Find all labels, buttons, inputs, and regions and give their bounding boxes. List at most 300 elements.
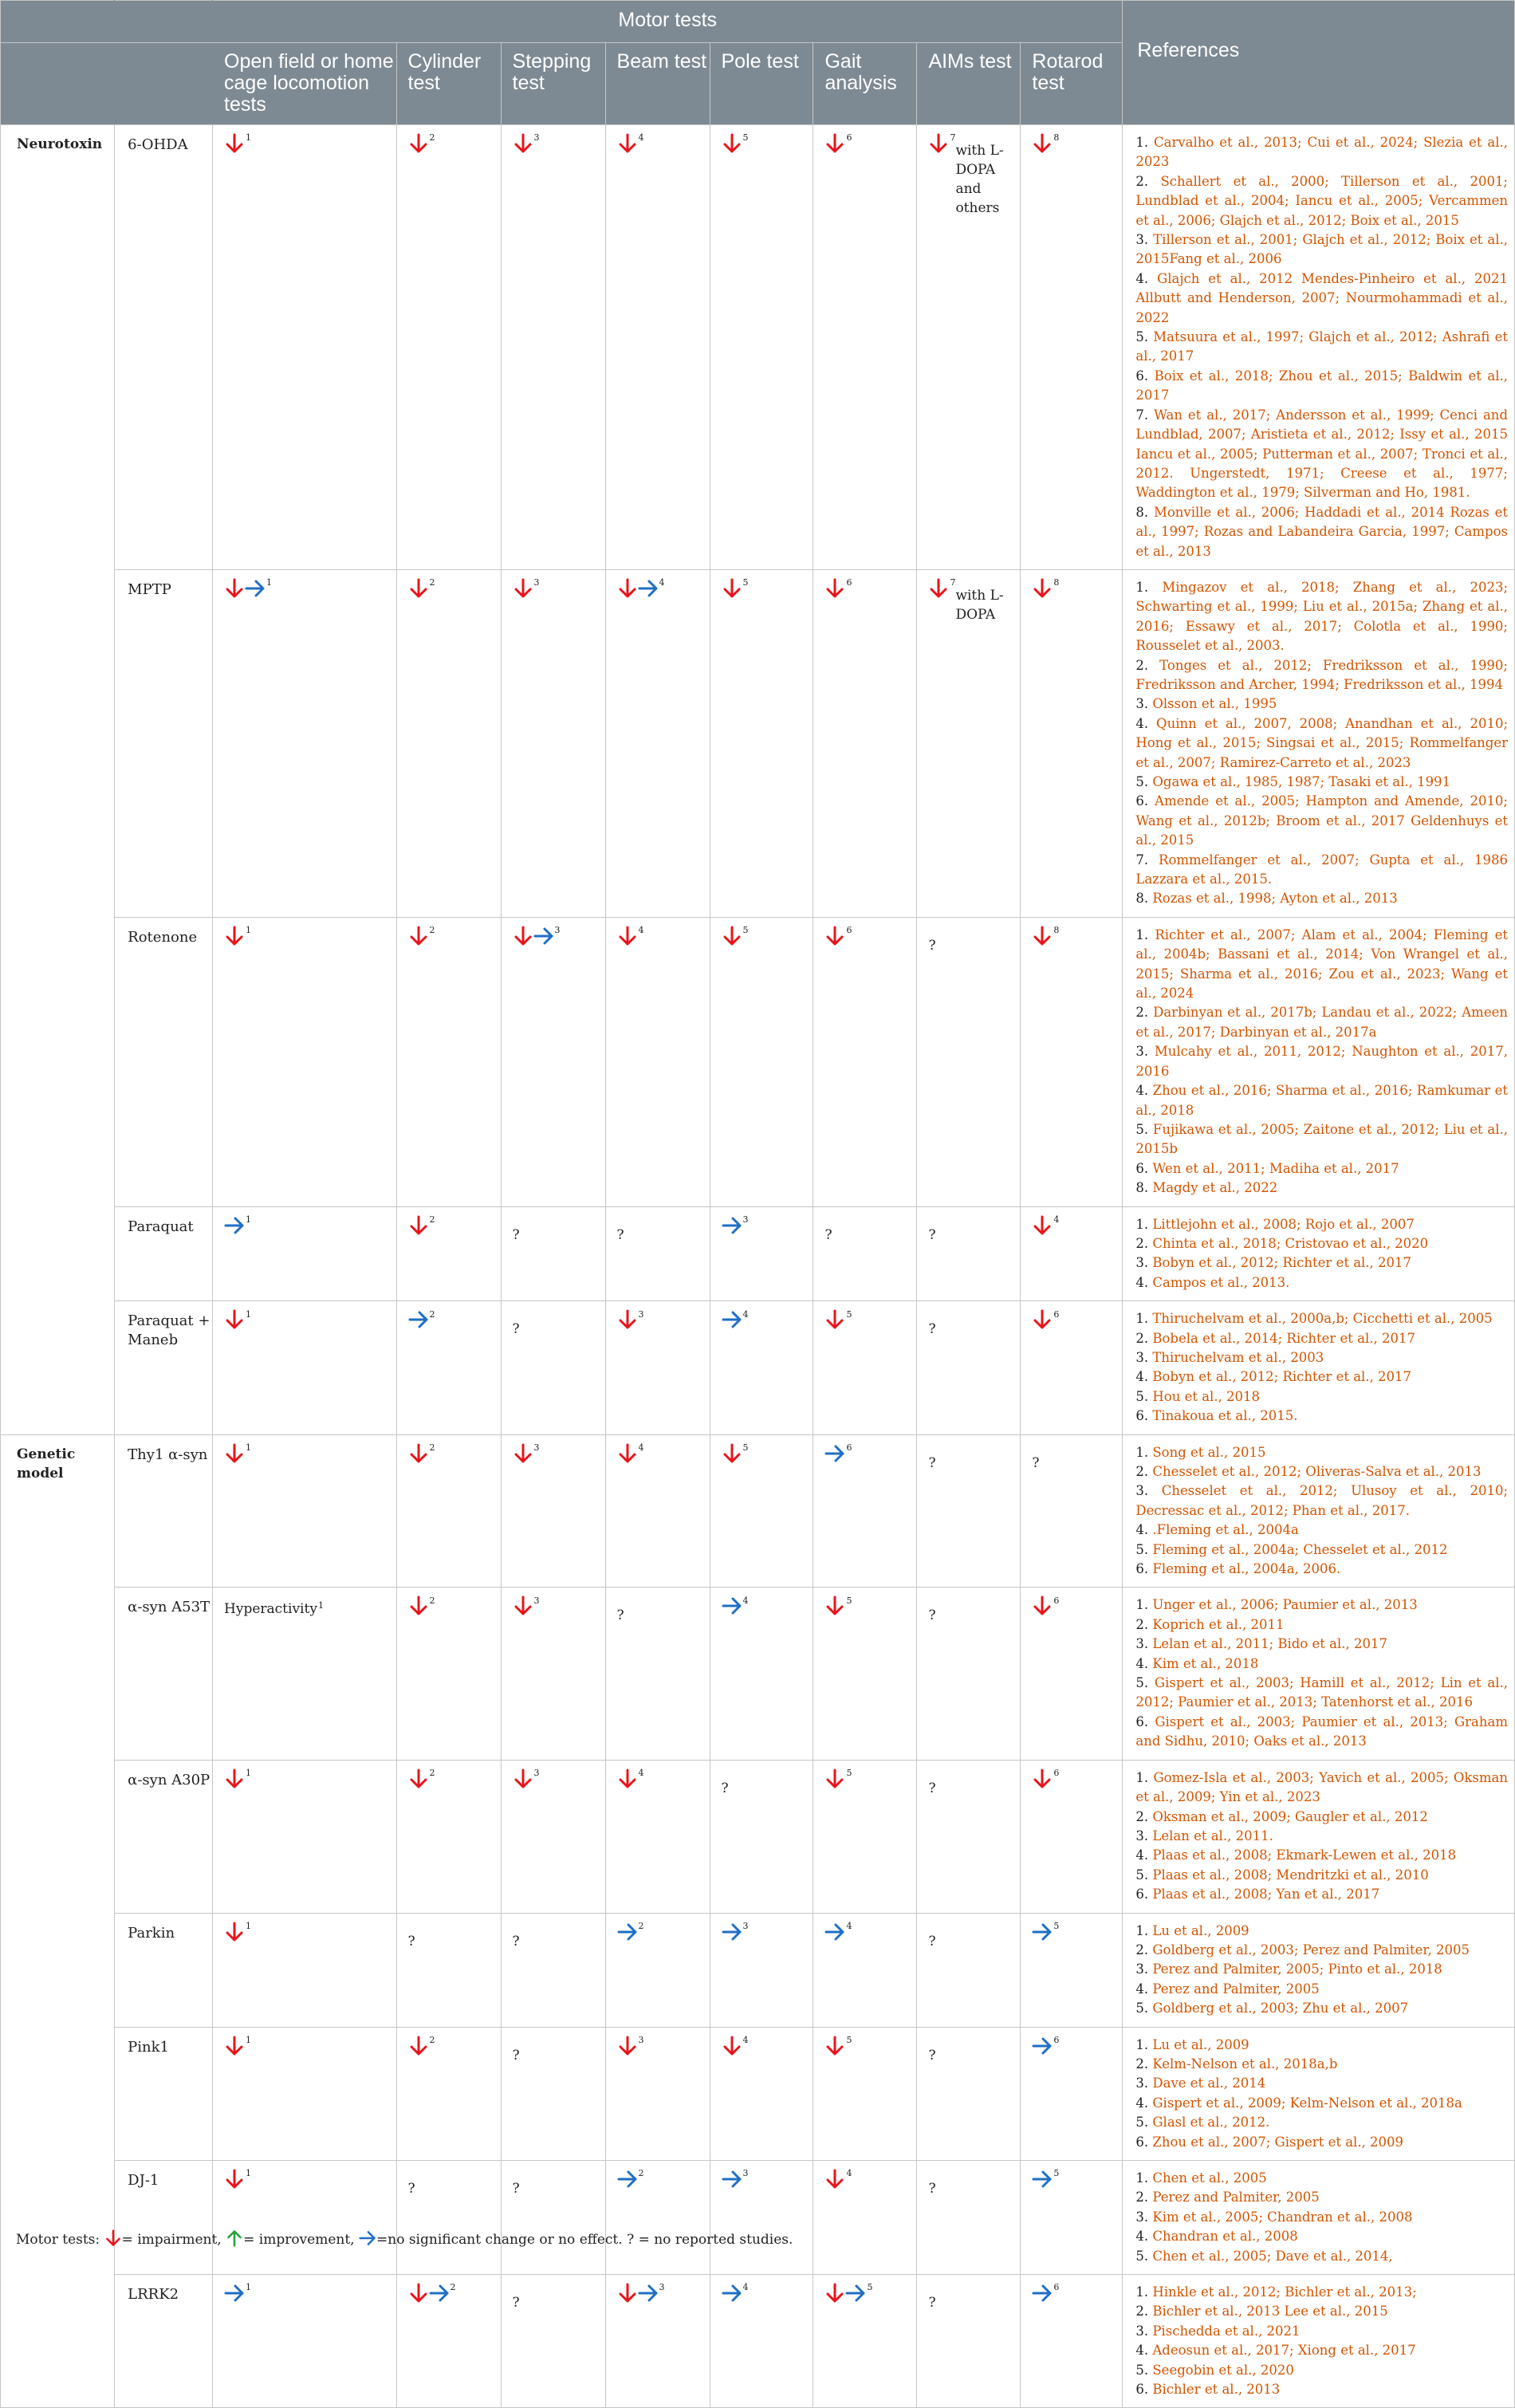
- result-cell: [605, 2275, 710, 2408]
- result-cell: [396, 917, 501, 1206]
- reference-link[interactable]: Perez and Palmiter, 2005: [1152, 2190, 1320, 2205]
- reference-link[interactable]: Pischedda et al., 2021: [1152, 2323, 1301, 2339]
- reference-link[interactable]: Zhou et al., 2016; Sharma et al., 2016; Ramkumar et al., 2018: [1135, 1083, 1508, 1118]
- impairment-arrow-icon: [617, 1769, 638, 1795]
- reference-number: 3.: [1135, 1636, 1149, 1652]
- impairment-arrow-icon: [513, 133, 533, 159]
- result-cell: [917, 1913, 1021, 2027]
- reference-number: 4.: [1135, 1847, 1149, 1863]
- no-data-marker: ?: [824, 1226, 832, 1243]
- reference-number: 5.: [1135, 1541, 1149, 1557]
- no-data-marker: ?: [928, 1321, 936, 1338]
- reference-entry: [1135, 1443, 1508, 1462]
- footnote-number: 7: [950, 132, 956, 144]
- impairment-arrow-icon: [224, 1922, 245, 1948]
- impairment-arrow-icon: [513, 926, 533, 952]
- reference-number: 6.: [1135, 1561, 1149, 1577]
- model-name: Parkin: [115, 1913, 213, 2027]
- no-change-arrow-icon: [845, 2283, 866, 2309]
- result-cell: [396, 1301, 501, 1434]
- reference-link[interactable]: Glasl et al., 2012.: [1152, 2115, 1270, 2131]
- result-cell: [710, 1301, 813, 1434]
- no-data-marker: ?: [616, 1226, 624, 1243]
- reference-link[interactable]: Rommelfanger et al., 2007; Gupta et al., 1986 Lazzara et al., 2015.: [1135, 852, 1508, 887]
- reference-link[interactable]: Littlejohn et al., 2008; Rojo et al., 2007: [1152, 1216, 1415, 1232]
- reference-link[interactable]: Amende et al., 2005; Hampton and Amende, 2010; Wang et al., 2012b; Broom et al., 2017 Geldenhuys et al., 2015: [1135, 793, 1508, 848]
- result-cell: [710, 125, 813, 570]
- result-cell: [710, 1206, 813, 1301]
- reference-link[interactable]: Goldberg et al., 2003; Perez and Palmiter, 2005: [1152, 1942, 1470, 1957]
- table-row: [1, 569, 1515, 917]
- reference-number: 3.: [1135, 696, 1149, 712]
- reference-entry: [1135, 133, 1508, 172]
- reference-link[interactable]: .Fleming et al., 2004a: [1152, 1522, 1299, 1538]
- result-cell: [813, 917, 917, 1206]
- reference-link[interactable]: Mulcahy et al., 2011, 2012; Naughton et al., 2017, 2016: [1135, 1044, 1508, 1079]
- reference-link[interactable]: Tinakoua et al., 2015.: [1152, 1408, 1298, 1424]
- reference-number: 1.: [1135, 1311, 1149, 1327]
- footnote-number: 3: [533, 1595, 540, 1606]
- reference-link[interactable]: Bobyn et al., 2012; Richter et al., 2017: [1152, 1369, 1412, 1385]
- references-cell: [1123, 2027, 1515, 2160]
- reference-link[interactable]: Chandran et al., 2008: [1152, 2229, 1298, 2245]
- column-header: Stepping test: [501, 43, 605, 125]
- footnote-number: 1: [246, 2282, 252, 2293]
- reference-number: 6.: [1135, 793, 1149, 809]
- reference-entry: [1135, 2341, 1508, 2360]
- reference-entry: [1135, 2322, 1508, 2341]
- result-cell: [1021, 1588, 1123, 1760]
- reference-entry: [1135, 889, 1508, 908]
- footnote-number: 4: [846, 1920, 852, 1931]
- footnote-number: 1: [246, 1768, 252, 1779]
- result-cell: [605, 2161, 710, 2275]
- result-cell: [501, 917, 605, 1206]
- result-cell: [213, 2161, 397, 2275]
- reference-number: 2.: [1135, 2190, 1149, 2205]
- result-cell: [605, 569, 710, 917]
- result-cell: [1021, 569, 1123, 917]
- no-change-arrow-icon: [408, 1309, 429, 1336]
- reference-link[interactable]: Dave et al., 2014: [1152, 2076, 1266, 2091]
- reference-link[interactable]: Seegobin et al., 2020: [1152, 2362, 1294, 2378]
- reference-link[interactable]: Kim et al., 2018: [1152, 1655, 1259, 1671]
- reference-link[interactable]: Gispert et al., 2003; Hamill et al., 2012; Lin et al., 2012; Paumier et al., 2013; Tatenhorst et al., 2016: [1135, 1675, 1509, 1710]
- reference-number: 1.: [1135, 927, 1149, 942]
- impairment-arrow-icon: [928, 133, 949, 159]
- motor-tests-group-header: Motor tests: [213, 1, 1123, 43]
- reference-entry: [1135, 1846, 1508, 1865]
- impairment-arrow-icon: [104, 2229, 122, 2251]
- reference-number: 8.: [1135, 1180, 1149, 1196]
- legend-impairment: = impairment,: [121, 2232, 222, 2248]
- reference-number: 1.: [1135, 579, 1149, 595]
- footnote-number: 4: [846, 2168, 852, 2179]
- no-data-marker: ?: [1032, 1454, 1040, 1471]
- reference-link[interactable]: Perez and Palmiter, 2005: [1152, 1981, 1320, 1997]
- reference-number: 1.: [1135, 135, 1149, 150]
- impairment-arrow-icon: [408, 926, 429, 952]
- reference-entry: [1135, 1003, 1508, 1042]
- reference-entry: [1135, 656, 1508, 695]
- reference-link[interactable]: Tonges et al., 2012; Fredriksson et al., 1990; Fredriksson and Archer, 1994; Fredriksson et al., 1994: [1135, 657, 1508, 692]
- no-change-arrow-icon: [1032, 2169, 1053, 2195]
- footnote-number: 8: [1053, 132, 1060, 144]
- reference-link[interactable]: Thiruchelvam et al., 2000a,b; Cicchetti et al., 2005: [1152, 1311, 1493, 1327]
- impairment-arrow-icon: [408, 1595, 429, 1622]
- reference-link[interactable]: Song et al., 2015: [1152, 1444, 1266, 1460]
- result-cell: [501, 1913, 605, 2027]
- references-cell: [1123, 1760, 1515, 1913]
- reference-number: 3.: [1135, 2209, 1149, 2225]
- reference-link[interactable]: Campos et al., 2013.: [1152, 1274, 1290, 1290]
- result-cell: [813, 2275, 917, 2408]
- reference-link[interactable]: Richter et al., 2007; Alam et al., 2004; Fleming et al., 2004b; Bassani et al., 2014; Von Wrangel et al., 2015; Sharma et al., 2016; Zou et al., 2023; Wang et al., 2024: [1135, 927, 1509, 1001]
- result-cell: [501, 1301, 605, 1434]
- result-cell: [396, 1206, 501, 1301]
- footnote-number: 6: [1053, 2282, 1060, 2293]
- result-cell: [813, 1206, 917, 1301]
- reference-number: 5.: [1135, 2362, 1149, 2378]
- reference-link[interactable]: Chesselet et al., 2012; Oliveras-Salva et al., 2013: [1152, 1464, 1482, 1479]
- result-cell: [605, 1588, 710, 1760]
- reference-link[interactable]: Ogawa et al., 1985, 1987; Tasaki et al., 1991: [1152, 774, 1451, 789]
- impairment-arrow-icon: [617, 1443, 638, 1470]
- reference-link[interactable]: Bobyn et al., 2012; Richter et al., 2017: [1152, 1255, 1412, 1271]
- reference-link[interactable]: Chesselet et al., 2012; Ulusoy et al., 2010; Decressac et al., 2012; Phan et al., 2017.: [1135, 1483, 1508, 1518]
- result-cell: [813, 1588, 917, 1760]
- result-cell: [501, 1588, 605, 1760]
- result-cell: [1021, 1760, 1123, 1913]
- model-name: Rotenone: [115, 917, 213, 1206]
- reference-link[interactable]: Wen et al., 2011; Madiha et al., 2017: [1152, 1160, 1399, 1176]
- footnote-number: 5: [1053, 2168, 1060, 2179]
- result-cell: [1021, 2161, 1123, 2275]
- footnote-number: 4: [742, 1308, 749, 1320]
- reference-link[interactable]: Rozas et al., 1998; Ayton et al., 2013: [1152, 891, 1398, 907]
- reference-link[interactable]: Chinta et al., 2018; Cristovao et al., 2020: [1152, 1235, 1429, 1251]
- no-change-arrow-icon: [533, 926, 554, 952]
- reference-number: 7.: [1135, 407, 1149, 423]
- result-cell: [710, 917, 813, 1206]
- result-cell: [213, 1913, 397, 2027]
- footnote-number: 6: [1053, 1768, 1060, 1779]
- reference-entry: [1135, 1540, 1508, 1560]
- reference-entry: [1135, 1960, 1508, 1979]
- reference-link[interactable]: Zhou et al., 2007; Gispert et al., 2009: [1152, 2134, 1404, 2150]
- column-header: Rotarod test: [1021, 43, 1123, 125]
- reference-link[interactable]: Bichler et al., 2013: [1152, 2382, 1281, 2398]
- impairment-arrow-icon: [824, 926, 845, 952]
- no-data-marker: ?: [928, 1226, 936, 1243]
- reference-number: 3.: [1135, 1483, 1149, 1499]
- reference-link[interactable]: Lu et al., 2009: [1152, 2036, 1249, 2052]
- no-data-marker: ?: [407, 1933, 415, 1950]
- impairment-arrow-icon: [824, 1769, 845, 1795]
- footnote-number: 2: [429, 1442, 435, 1453]
- reference-link[interactable]: Magdy et al., 2022: [1152, 1180, 1278, 1196]
- no-data-marker: ?: [512, 1321, 520, 1338]
- table-row: [1, 1206, 1515, 1301]
- reference-entry: [1135, 1595, 1508, 1615]
- result-cell: [396, 569, 501, 917]
- reference-link[interactable]: Lelan et al., 2011; Bido et al., 2017: [1152, 1636, 1387, 1652]
- table-row: [1, 1760, 1515, 1913]
- reference-link[interactable]: Glajch et al., 2012 Mendes-Pinheiro et al., 2021 Allbutt and Henderson, 2007; Nourmohammadi et al., 2022: [1135, 270, 1508, 325]
- reference-entry: [1135, 1560, 1508, 1579]
- no-data-marker: ?: [928, 2181, 936, 2197]
- reference-entry: [1135, 2302, 1508, 2321]
- result-note: with L-DOPA: [955, 587, 1004, 623]
- no-data-marker: ?: [512, 2047, 520, 2064]
- reference-number: 2.: [1135, 657, 1149, 673]
- reference-number: 3.: [1135, 1255, 1149, 1271]
- footnote-number: 1: [246, 1308, 252, 1320]
- impairment-arrow-icon: [224, 1443, 245, 1470]
- result-cell: [501, 569, 605, 917]
- column-header: Cylinder test: [396, 43, 501, 125]
- reference-number: 6.: [1135, 2134, 1149, 2150]
- result-cell: [813, 1760, 917, 1913]
- reference-link[interactable]: Tillerson et al., 2001; Glajch et al., 2012; Boix et al., 2015Fang et al., 2006: [1135, 232, 1508, 267]
- reference-link[interactable]: Gomez-Isla et al., 2003; Yavich et al., 2005; Oksman et al., 2009; Yin et al., 2023: [1135, 1769, 1508, 1805]
- table-row: [1, 2161, 1515, 2275]
- references-cell: [1123, 2275, 1515, 2408]
- impairment-arrow-icon: [224, 2036, 245, 2062]
- impairment-arrow-icon: [824, 2036, 845, 2062]
- impairment-arrow-icon: [617, 578, 638, 604]
- table-row: [1, 125, 1515, 570]
- reference-entry: [1135, 714, 1508, 773]
- reference-number: 7.: [1135, 852, 1149, 868]
- reference-entry: [1135, 2208, 1508, 2227]
- impairment-arrow-icon: [617, 926, 638, 952]
- result-cell: [710, 1760, 813, 1913]
- reference-entry: [1135, 773, 1508, 792]
- reference-entry: [1135, 1885, 1508, 1904]
- reference-number: 6.: [1135, 1887, 1149, 1902]
- reference-link[interactable]: Matsuura et al., 1997; Glajch et al., 2012; Ashrafi et al., 2017: [1135, 329, 1508, 364]
- no-data-marker: ?: [928, 1933, 936, 1950]
- result-cell: [605, 1760, 710, 1913]
- result-cell: [813, 2027, 917, 2160]
- column-header: Open field or home cage locomotion tests: [213, 43, 397, 125]
- result-cell: [813, 569, 917, 917]
- reference-number: 4.: [1135, 270, 1149, 286]
- reference-link[interactable]: Darbinyan et al., 2017b; Landau et al., 2022; Ameen et al., 2017; Darbinyan et al., 2017a: [1135, 1005, 1508, 1040]
- reference-entry: [1135, 367, 1508, 406]
- reference-number: 3.: [1135, 232, 1149, 248]
- impairment-arrow-icon: [1032, 1309, 1053, 1336]
- reference-entry: [1135, 2133, 1508, 2152]
- model-name: Pink1: [115, 2027, 213, 2160]
- reference-link[interactable]: Lelan et al., 2011.: [1152, 1828, 1273, 1843]
- table-row: [1, 2275, 1515, 2408]
- no-change-arrow-icon: [1032, 1922, 1053, 1948]
- footnote-number: 5: [742, 132, 749, 144]
- reference-link[interactable]: Olsson et al., 1995: [1152, 696, 1277, 712]
- table-header: [1, 1, 1515, 125]
- references-cell: [1123, 917, 1515, 1206]
- no-change-arrow-icon: [1032, 2036, 1053, 2062]
- model-name: MPTP: [115, 569, 213, 917]
- result-cell: [396, 2275, 501, 2408]
- reference-link[interactable]: Chen et al., 2005; Dave et al., 2014,: [1152, 2248, 1393, 2264]
- reference-link[interactable]: Gispert et al., 2009; Kelm-Nelson et al., 2018a: [1152, 2095, 1462, 2111]
- reference-link[interactable]: Hou et al., 2018: [1152, 1388, 1261, 1404]
- reference-number: 1.: [1135, 2036, 1149, 2052]
- legend-question: ? = no reported studies.: [627, 2232, 793, 2248]
- model-name: Thy1 α-syn: [115, 1434, 213, 1588]
- reference-link[interactable]: Chen et al., 2005: [1152, 2170, 1267, 2186]
- reference-link[interactable]: Quinn et al., 2007, 2008; Anandhan et al., 2010; Hong et al., 2015; Singsai et al., 2015; Rommelfanger et al., 2007; Ramirez-Carreto et al., 2023: [1135, 715, 1509, 770]
- result-cell: [396, 2027, 501, 2160]
- impairment-arrow-icon: [1032, 133, 1053, 159]
- impairment-arrow-icon: [617, 2283, 638, 2309]
- reference-link[interactable]: Plaas et al., 2008; Ekmark-Lewen et al., 2018: [1152, 1847, 1457, 1863]
- no-change-arrow-icon: [245, 578, 266, 604]
- reference-link[interactable]: Bobela et al., 2014; Richter et al., 2017: [1152, 1330, 1415, 1346]
- footnote-number: 4: [638, 1442, 644, 1453]
- footnote-number: 2: [638, 1920, 644, 1931]
- reference-entry: [1135, 270, 1508, 328]
- result-cell: [710, 1913, 813, 2027]
- footnote-number: 3: [533, 1442, 540, 1453]
- reference-link[interactable]: Plaas et al., 2008; Yan et al., 2017: [1152, 1887, 1380, 1902]
- reference-number: 2.: [1135, 2056, 1149, 2072]
- result-cell: [396, 2161, 501, 2275]
- reference-link[interactable]: Hinkle et al., 2012; Bichler et al., 2013;: [1152, 2284, 1417, 2300]
- reference-number: 3.: [1135, 1828, 1149, 1843]
- reference-link[interactable]: Monville et al., 2006; Haddadi et al., 2014 Rozas et al., 1997; Rozas and Labandeira Garcia, 1997; Campos et al., 2013: [1135, 504, 1508, 559]
- reference-link[interactable]: Lu et al., 2009: [1152, 1922, 1249, 1938]
- reference-entry: [1135, 926, 1508, 1004]
- impairment-arrow-icon: [722, 133, 742, 159]
- reference-entry: [1135, 1462, 1508, 1481]
- reference-link[interactable]: Unger et al., 2006; Paumier et al., 2013: [1152, 1597, 1418, 1613]
- reference-number: 5.: [1135, 1121, 1149, 1137]
- footnote-number: 2: [429, 1214, 435, 1225]
- result-cell: [917, 917, 1021, 1206]
- reference-link[interactable]: Fleming et al., 2004a, 2006.: [1152, 1561, 1341, 1577]
- reference-link[interactable]: Thiruchelvam et al., 2003: [1152, 1349, 1324, 1365]
- footnote-number: 8: [1053, 925, 1060, 936]
- footnote-number: 3: [742, 2168, 749, 2179]
- footnote-number: 6: [846, 1442, 852, 1453]
- reference-link[interactable]: Mingazov et al., 2018; Zhang et al., 2023; Schwarting et al., 1999; Liu et al., 2015a; Zhang et al., 2016; Essawy et al., 2017; Colotla et al., 1990; Rousselet et al., 2003.: [1135, 579, 1509, 654]
- result-cell: [396, 1588, 501, 1760]
- footnote-number: 5: [846, 1595, 852, 1606]
- reference-link[interactable]: Boix et al., 2018; Zhou et al., 2015; Baldwin et al., 2017: [1135, 368, 1508, 403]
- impairment-arrow-icon: [722, 2036, 742, 2062]
- footnote-number: 6: [846, 925, 852, 936]
- table-row: [1, 1913, 1515, 2027]
- impairment-arrow-icon: [408, 2036, 429, 2062]
- reference-number: 4.: [1135, 1083, 1149, 1099]
- improvement-arrow-icon: [226, 2229, 243, 2251]
- category-label: Neurotoxin: [1, 125, 115, 1435]
- reference-link[interactable]: Gispert et al., 2003; Paumier et al., 2013; Graham and Sidhu, 2010; Oaks et al., 2013: [1135, 1714, 1509, 1749]
- reference-entry: [1135, 172, 1508, 230]
- reference-entry: [1135, 1808, 1508, 1827]
- reference-number: 6.: [1135, 1160, 1149, 1176]
- result-cell: [1021, 125, 1123, 570]
- no-change-arrow-icon: [722, 1309, 742, 1336]
- reference-link[interactable]: Carvalho et al., 2013; Cui et al., 2024; Slezia et al., 2023: [1135, 135, 1508, 170]
- no-data-marker: ?: [407, 2181, 415, 2197]
- reference-link[interactable]: Fleming et al., 2004a; Chesselet et al., 2012: [1152, 1541, 1448, 1557]
- reference-number: 4.: [1135, 715, 1149, 731]
- reference-link[interactable]: Goldberg et al., 2003; Zhu et al., 2007: [1152, 2001, 1409, 2017]
- no-change-arrow-icon: [359, 2229, 376, 2251]
- result-cell: [396, 1913, 501, 2027]
- reference-link[interactable]: Plaas et al., 2008; Mendritzki et al., 2010: [1152, 1867, 1429, 1883]
- footnote-number: 2: [429, 577, 435, 588]
- impairment-arrow-icon: [928, 578, 949, 604]
- reference-entry: [1135, 792, 1508, 850]
- reference-number: 5.: [1135, 329, 1149, 345]
- table-row: [1, 1434, 1515, 1588]
- no-data-marker: ?: [928, 2295, 936, 2312]
- reference-link[interactable]: Kim et al., 2005; Chandran et al., 2008: [1152, 2209, 1413, 2225]
- footnote-number: 1: [246, 2168, 252, 2179]
- reference-number: 2.: [1135, 1808, 1149, 1824]
- footnote-number: 5: [867, 2282, 873, 2293]
- reference-link[interactable]: Bichler et al., 2013 Lee et al., 2015: [1152, 2304, 1388, 2319]
- reference-link[interactable]: Oksman et al., 2009; Gaugler et al., 2012: [1152, 1808, 1428, 1824]
- result-cell: [1021, 1434, 1123, 1588]
- result-cell: [501, 1434, 605, 1588]
- footnote-number: 2: [429, 1595, 435, 1606]
- reference-link[interactable]: Adeosun et al., 2017; Xiong et al., 2017: [1152, 2343, 1416, 2359]
- footnote-number: 4: [638, 925, 644, 936]
- header-blank-category: [1, 1, 115, 43]
- reference-link[interactable]: Kelm-Nelson et al., 2018a,b: [1152, 2056, 1338, 2072]
- footnote-number: 5: [1053, 1920, 1060, 1931]
- reference-entry: [1135, 2283, 1508, 2302]
- footnote-number: 3: [533, 132, 540, 144]
- reference-number: 1.: [1135, 1922, 1149, 1938]
- impairment-arrow-icon: [722, 578, 742, 604]
- reference-entry: [1135, 1273, 1508, 1293]
- result-cell: [710, 2027, 813, 2160]
- reference-entry: [1135, 503, 1508, 561]
- footnote-number: 6: [1053, 1595, 1060, 1606]
- reference-link[interactable]: Schallert et al., 2000; Tillerson et al., 2001; Lundblad et al., 2004; Iancu et al., 2005; Vercammen et al., 2006; Glajch et al., 2012; Boix et al., 2015: [1135, 173, 1508, 228]
- impairment-arrow-icon: [513, 1443, 533, 1470]
- reference-entry: [1135, 1980, 1508, 1999]
- footnote-number: 3: [533, 1768, 540, 1779]
- reference-link[interactable]: Fujikawa et al., 2005; Zaitone et al., 2012; Liu et al., 2015b: [1135, 1121, 1508, 1157]
- reference-link[interactable]: Wan et al., 2017; Andersson et al., 1999; Cenci and Lundblad, 2007; Aristieta et al., 2012; Issy et al., 2015 Iancu et al., 2005; Putterman et al., 2007; Tronci et al., 2012. Ungerstedt, 1971; Creese et al., 1977; Waddington et al., 1979; Silverman and Ho, 1981.: [1135, 407, 1509, 501]
- result-cell: [501, 2027, 605, 2160]
- result-cell: [813, 125, 917, 570]
- footnote-number: 1: [246, 2034, 252, 2045]
- no-change-arrow-icon: [638, 578, 659, 604]
- result-cell: [213, 1434, 397, 1588]
- reference-link[interactable]: Koprich et al., 2011: [1152, 1616, 1285, 1632]
- reference-entry: [1135, 406, 1508, 503]
- reference-link[interactable]: Perez and Palmiter, 2005; Pinto et al., 2018: [1152, 1961, 1442, 1977]
- reference-entry: [1135, 1655, 1508, 1674]
- footnote-number: 4: [1053, 1214, 1060, 1225]
- reference-entry: [1135, 2036, 1508, 2055]
- reference-number: 5.: [1135, 2001, 1149, 2017]
- result-cell: [710, 1434, 813, 1588]
- model-name: DJ-1: [115, 2161, 213, 2275]
- footnote-number: 1: [246, 925, 252, 936]
- reference-number: 2.: [1135, 1005, 1149, 1021]
